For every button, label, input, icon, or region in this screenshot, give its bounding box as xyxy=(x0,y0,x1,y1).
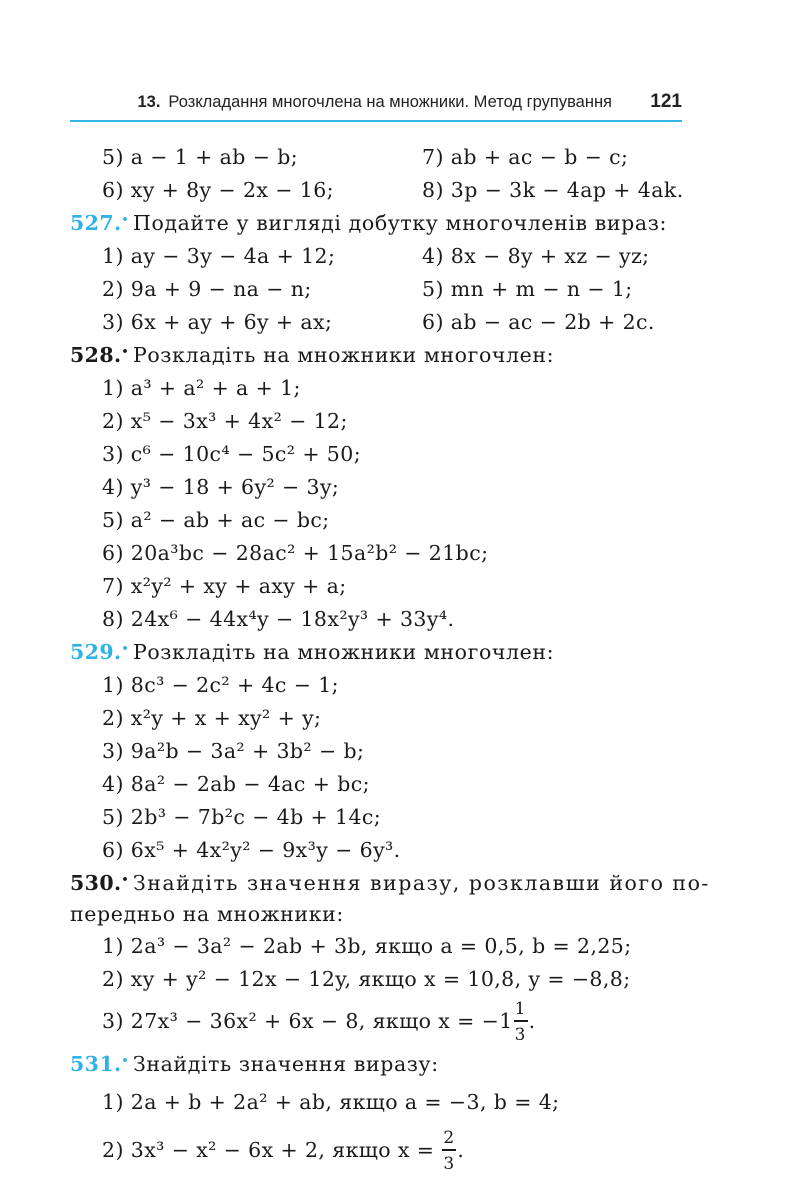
problem-statement-line2: передньо на множники: xyxy=(70,902,344,926)
fraction-numerator: 1 xyxy=(514,999,526,1019)
difficulty-mark: • xyxy=(121,641,129,655)
fraction xyxy=(441,1128,457,1174)
problem-number-text: 531. xyxy=(70,1051,122,1076)
problem-number-text: 528. xyxy=(70,342,122,367)
exercise-row xyxy=(70,239,710,272)
problem-number-530 xyxy=(70,871,129,895)
exercise-item: 1) a³ + a² + a + 1; xyxy=(102,375,301,400)
fraction-denominator: 3 xyxy=(514,1025,526,1045)
fraction-denominator: 3 xyxy=(443,1154,455,1174)
problem-527-heading xyxy=(70,206,710,239)
exercise-item: 6) 6x⁵ + 4x²y² − 9x³y − 6y³. xyxy=(102,837,401,862)
exercise-item: 8) 24x⁶ − 44x⁴y − 18x²y³ + 33y⁴. xyxy=(102,606,455,631)
item-end: . xyxy=(528,1009,536,1033)
section-title-text: Розкладання многочлена на множники. Метод групування xyxy=(168,93,612,111)
exercise-item: 1) ay − 3y − 4a + 12; xyxy=(102,243,336,268)
exercise-row xyxy=(70,305,710,338)
exercise-item: 4) y³ − 18 + 6y² − 3y; xyxy=(102,474,340,499)
problem-statement: Подайте у вигляді добутку многочленів вираз: xyxy=(132,210,668,235)
problem-529-heading xyxy=(70,635,710,668)
item-end: . xyxy=(457,1138,465,1162)
exercise-item-text: 2) 3x³ − x² − 6x + 2, якщо x = xyxy=(102,1138,435,1162)
difficulty-mark: • xyxy=(121,1053,129,1067)
exercise-item: 2) 9a + 9 − na − n; xyxy=(102,276,312,301)
problem-number-528 xyxy=(70,343,129,367)
exercise-row xyxy=(70,272,710,305)
section-title xyxy=(137,93,612,112)
exercise-item: 7) x²y² + xy + axy + a; xyxy=(102,573,347,598)
exercise-item: 5) 2b³ − 7b²c − 4b + 14c; xyxy=(102,804,382,829)
difficulty-mark: • xyxy=(121,344,129,358)
section-number: 13. xyxy=(137,93,161,111)
fraction-bar xyxy=(514,1020,528,1022)
problem-528-heading xyxy=(70,338,710,371)
page-number: 121 xyxy=(650,91,682,112)
page-header xyxy=(70,88,682,122)
exercise-item: 1) 2a + b + 2a² + ab, якщо a = −3, b = 4; xyxy=(102,1090,560,1114)
fraction-bar xyxy=(442,1149,456,1151)
difficulty-mark: • xyxy=(121,872,129,886)
exercise-item: 6) ab − ac − 2b + 2c. xyxy=(422,309,655,334)
problem-number-text: 530. xyxy=(70,870,122,895)
exercise-row xyxy=(70,173,710,206)
problem-number-529 xyxy=(70,640,129,664)
exercise-item: 1) 2a³ − 3a² − 2ab + 3b, якщо a = 0,5, b = 2,25; xyxy=(102,933,632,958)
problem-number-531 xyxy=(70,1052,129,1076)
exercise-item: 4) 8a² − 2ab − 4ac + bc; xyxy=(102,771,370,796)
exercise-item: 6) xy + 8y − 2x − 16; xyxy=(102,177,334,202)
problem-statement: Знайдіть значення виразу, розклавши його по- xyxy=(132,870,710,895)
fraction-numerator: 2 xyxy=(443,1128,455,1148)
problem-statement: Розкладіть на множники многочлен: xyxy=(132,342,555,367)
exercise-item-text: 3) 27x³ − 36x² + 6x − 8, якщо x = −1 xyxy=(102,1009,513,1033)
exercise-item: 2) x²y + x + xy² + y; xyxy=(102,705,322,730)
exercise-item: 2) x⁵ − 3x³ + 4x² − 12; xyxy=(102,408,348,433)
exercise-item: 5) a − 1 + ab − b; xyxy=(102,144,299,169)
exercise-item: 8) 3p − 3k − 4ap + 4ak. xyxy=(422,177,684,202)
exercise-item-with-fraction xyxy=(70,995,710,1047)
exercise-item: 5) a² − ab + ac − bc; xyxy=(102,507,330,532)
exercise-item: 3) 9a²b − 3a² + 3b² − b; xyxy=(102,738,365,763)
problem-statement: Знайдіть значення виразу: xyxy=(132,1051,439,1076)
exercise-item: 3) c⁶ − 10c⁴ − 5c² + 50; xyxy=(102,441,362,466)
fraction xyxy=(513,999,529,1045)
problem-number-text: 527. xyxy=(70,210,122,235)
problem-statement-continued xyxy=(70,899,710,929)
exercise-item: 2) xy + y² − 12x − 12y, якщо x = 10,8, y = −8,8; xyxy=(102,966,631,991)
exercise-item: 3) 6x + ay + 6y + ax; xyxy=(102,309,333,334)
exercise-item: 1) 8c³ − 2c² + 4c − 1; xyxy=(102,672,339,697)
exercise-item-with-fraction xyxy=(70,1124,710,1176)
exercise-row xyxy=(70,140,710,173)
difficulty-mark: • xyxy=(121,212,129,226)
problem-530-heading xyxy=(70,866,710,899)
problem-531-heading xyxy=(70,1047,710,1080)
problem-number-527 xyxy=(70,211,129,235)
exercise-item: 5) mn + m − n − 1; xyxy=(422,276,633,301)
problem-statement: Розкладіть на множники многочлен: xyxy=(132,639,555,664)
problem-number-text: 529. xyxy=(70,639,122,664)
exercise-item: 7) ab + ac − b − c; xyxy=(422,144,629,169)
exercise-content xyxy=(70,140,710,1176)
exercise-item: 6) 20a³bc − 28ac² + 15a²b² − 21bc; xyxy=(102,540,489,565)
exercise-item: 4) 8x − 8y + xz − yz; xyxy=(422,243,650,268)
